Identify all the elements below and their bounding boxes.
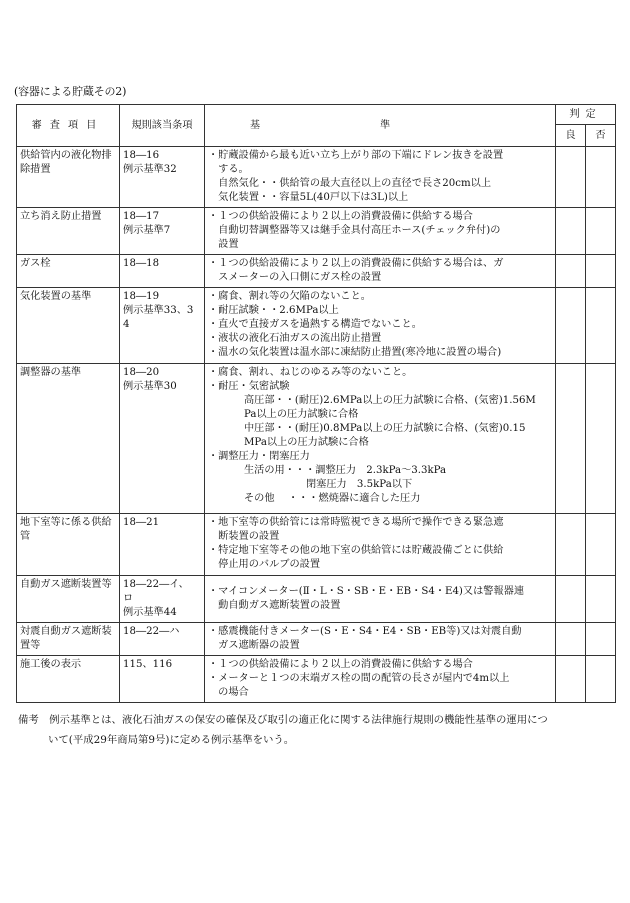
judgment-bad-cell[interactable] — [586, 255, 616, 288]
judgment-good-cell[interactable] — [556, 656, 586, 703]
row-standard — [205, 514, 556, 576]
standard-line: ・温水の気化装置は温水部に凍結防止措置(寒冷地に設置の場合) — [208, 347, 502, 358]
header-inspection-item: 審査項目 — [17, 105, 120, 147]
judgment-bad-cell[interactable] — [586, 576, 616, 623]
footnote-line-2: いて(平成29年商局第9号)に定める例示基準をいう。 — [48, 734, 295, 746]
judgment-bad-cell[interactable] — [586, 623, 616, 656]
standard-line: ・１つの供給設備により２以上の消費設備に供給する場合 — [208, 659, 473, 670]
standard-line: ・貯蔵設備から最も近い立ち上がり部の下端にドレン抜きを設置 — [208, 150, 504, 161]
rule-line: 18―22―イ、 — [123, 579, 189, 590]
judgment-good-cell[interactable] — [556, 514, 586, 576]
standard-line: ・マイコンメーター(Ⅱ・L・S・SB・E・EB・S4・E4)又は警報器連 — [208, 586, 525, 597]
rule-line: 例示基準44 — [123, 607, 177, 618]
row-rule — [120, 208, 205, 255]
rule-line: 例示基準33、3 — [123, 305, 194, 316]
row-rule — [120, 656, 205, 703]
row-item: ガス栓 — [17, 255, 120, 288]
standard-line: ・液状の液化石油ガスの流出防止措置 — [208, 333, 382, 344]
standard-line: ・メーターと１つの末端ガス栓の間の配管の長さが屋内で4m以上 — [208, 673, 510, 684]
rule-line: 4 — [123, 319, 130, 330]
standard-line: MPa以上の圧力試験に合格 — [244, 437, 369, 448]
row-item: 地下室等に係る供給管 — [17, 514, 120, 576]
standard-line: ・感震機能付きメーター(S・E・S4・E4・SB・EB等)又は対震自動 — [208, 626, 522, 637]
judgment-bad-cell[interactable] — [586, 288, 616, 364]
judgment-bad-cell[interactable] — [586, 147, 616, 208]
row-item: 施工後の表示 — [17, 656, 120, 703]
row-rule — [120, 623, 205, 656]
footnote-line-1: 備考 例示基準とは、液化石油ガスの保安の確保及び取引の適正化に関する法律施行規則の機能性基準の運用につ — [18, 714, 548, 726]
table-row — [17, 364, 616, 514]
row-item: 自動ガス遮断装置等 — [17, 576, 120, 623]
judgment-good-cell[interactable] — [556, 208, 586, 255]
table-row — [17, 576, 616, 623]
header-bad: 否 — [586, 125, 616, 147]
rule-line: 18―19 — [123, 291, 160, 302]
table-caption: (容器による貯蔵その2) — [14, 85, 127, 98]
rule-line: 例示基準30 — [123, 381, 177, 392]
table-row — [17, 288, 616, 364]
standard-line: 自然気化・・供給管の最大直径以上の直径で長さ20cm以上 — [208, 178, 492, 189]
row-item: 調整器の基準 — [17, 364, 120, 514]
standard-line: ガス遮断器の設置 — [208, 640, 300, 651]
standard-line: 生活の用・・・調整圧力 2.3kPa～3.3kPa — [244, 465, 447, 476]
standard-line: ・耐圧試験・・2.6MPa以上 — [208, 305, 339, 316]
standard-line: 閉塞圧力 3.5kPa以下 — [306, 479, 413, 490]
standard-line: 気化装置・・容量5L(40戸以下は3L)以上 — [208, 192, 409, 203]
row-rule — [120, 147, 205, 208]
rule-line: 115、116 — [123, 659, 173, 670]
standard-line: 高圧部・・(耐圧)2.6MPa以上の圧力試験に合格、(気密)1.56M — [244, 395, 536, 406]
judgment-bad-cell[interactable] — [586, 656, 616, 703]
header-standard: 基準 — [205, 105, 556, 147]
row-standard — [205, 288, 556, 364]
row-item: 気化装置の基準 — [17, 288, 120, 364]
row-item: 対震自動ガス遮断装置等 — [17, 623, 120, 656]
row-standard — [205, 255, 556, 288]
standard-line: ・特定地下室等その他の地下室の供給管には貯蔵設備ごとに供給 — [208, 545, 504, 556]
row-standard — [205, 364, 556, 514]
standard-line: の場合 — [208, 687, 249, 698]
standard-line: ・１つの供給設備により２以上の消費設備に供給する場合は、ガ — [208, 258, 504, 269]
judgment-bad-cell[interactable] — [586, 364, 616, 514]
rule-line: 18―16 — [123, 150, 160, 161]
standard-line: Pa以上の圧力試験に合格 — [244, 409, 359, 420]
standard-line: ・直火で直接ガスを過熱する構造でないこと。 — [208, 319, 422, 330]
row-rule — [120, 288, 205, 364]
row-rule — [120, 364, 205, 514]
table-row — [17, 514, 616, 576]
standard-line: 停止用のバルブの設置 — [208, 559, 321, 570]
rule-line: 18―22―ハ — [123, 626, 180, 637]
standard-line: ・耐圧・気密試験 — [208, 381, 290, 392]
header-good: 良 — [556, 125, 586, 147]
rule-line: ロ — [123, 593, 134, 604]
judgment-bad-cell[interactable] — [586, 208, 616, 255]
table-row — [17, 147, 616, 208]
row-item: 供給管内の液化物排除措置 — [17, 147, 120, 208]
row-rule — [120, 514, 205, 576]
table-row — [17, 623, 616, 656]
standard-line: 中圧部・・(耐圧)0.8MPa以上の圧力試験に合格、(気密)0.15 — [244, 423, 526, 434]
row-standard — [205, 576, 556, 623]
standard-line: スメーターの入口側にガス栓の設置 — [208, 272, 382, 283]
judgment-good-cell[interactable] — [556, 147, 586, 208]
row-standard — [205, 623, 556, 656]
row-rule — [120, 255, 205, 288]
standard-line: ・腐食、割れ等の欠陥のないこと。 — [208, 291, 371, 302]
row-standard — [205, 656, 556, 703]
standard-line: 設置 — [208, 239, 239, 250]
rule-line: 18―17 — [123, 211, 160, 222]
table-row — [17, 208, 616, 255]
standard-line: ・調整圧力・閉塞圧力 — [208, 451, 310, 462]
footnote — [18, 710, 618, 750]
row-standard — [205, 147, 556, 208]
row-item: 立ち消え防止措置 — [17, 208, 120, 255]
rule-line: 18―18 — [123, 258, 160, 269]
header-rule-clause: 規則該当条項 — [120, 105, 205, 147]
standard-line: ・地下室等の供給管には常時監視できる場所で操作できる緊急遮 — [208, 517, 504, 528]
standard-line: する。 — [208, 164, 249, 175]
table-row — [17, 255, 616, 288]
standard-line: ・１つの供給設備により２以上の消費設備に供給する場合 — [208, 211, 473, 222]
judgment-good-cell[interactable] — [556, 576, 586, 623]
row-rule — [120, 576, 205, 623]
judgment-bad-cell[interactable] — [586, 514, 616, 576]
standard-line: 自動切替調整器等又は継手金具付高圧ホース(チェック弁付)の — [208, 225, 501, 236]
table-row — [17, 656, 616, 703]
rule-line: 18―21 — [123, 517, 160, 528]
standard-line: その他 ・・・燃焼器に適合した圧力 — [244, 493, 421, 504]
judgment-good-cell[interactable] — [556, 288, 586, 364]
row-standard — [205, 208, 556, 255]
rule-line: 18―20 — [123, 367, 160, 378]
standard-line: 動自動ガス遮断装置の設置 — [208, 600, 341, 611]
inspection-table — [16, 104, 616, 703]
judgment-good-cell[interactable] — [556, 255, 586, 288]
header-judgment: 判定 — [556, 105, 616, 125]
standard-line: ・腐食、割れ、ねじのゆるみ等のないこと。 — [208, 367, 413, 378]
standard-line: 断装置の設置 — [208, 531, 280, 542]
judgment-good-cell[interactable] — [556, 364, 586, 514]
rule-line: 例示基準32 — [123, 164, 177, 175]
judgment-good-cell[interactable] — [556, 623, 586, 656]
rule-line: 例示基準7 — [123, 225, 171, 236]
